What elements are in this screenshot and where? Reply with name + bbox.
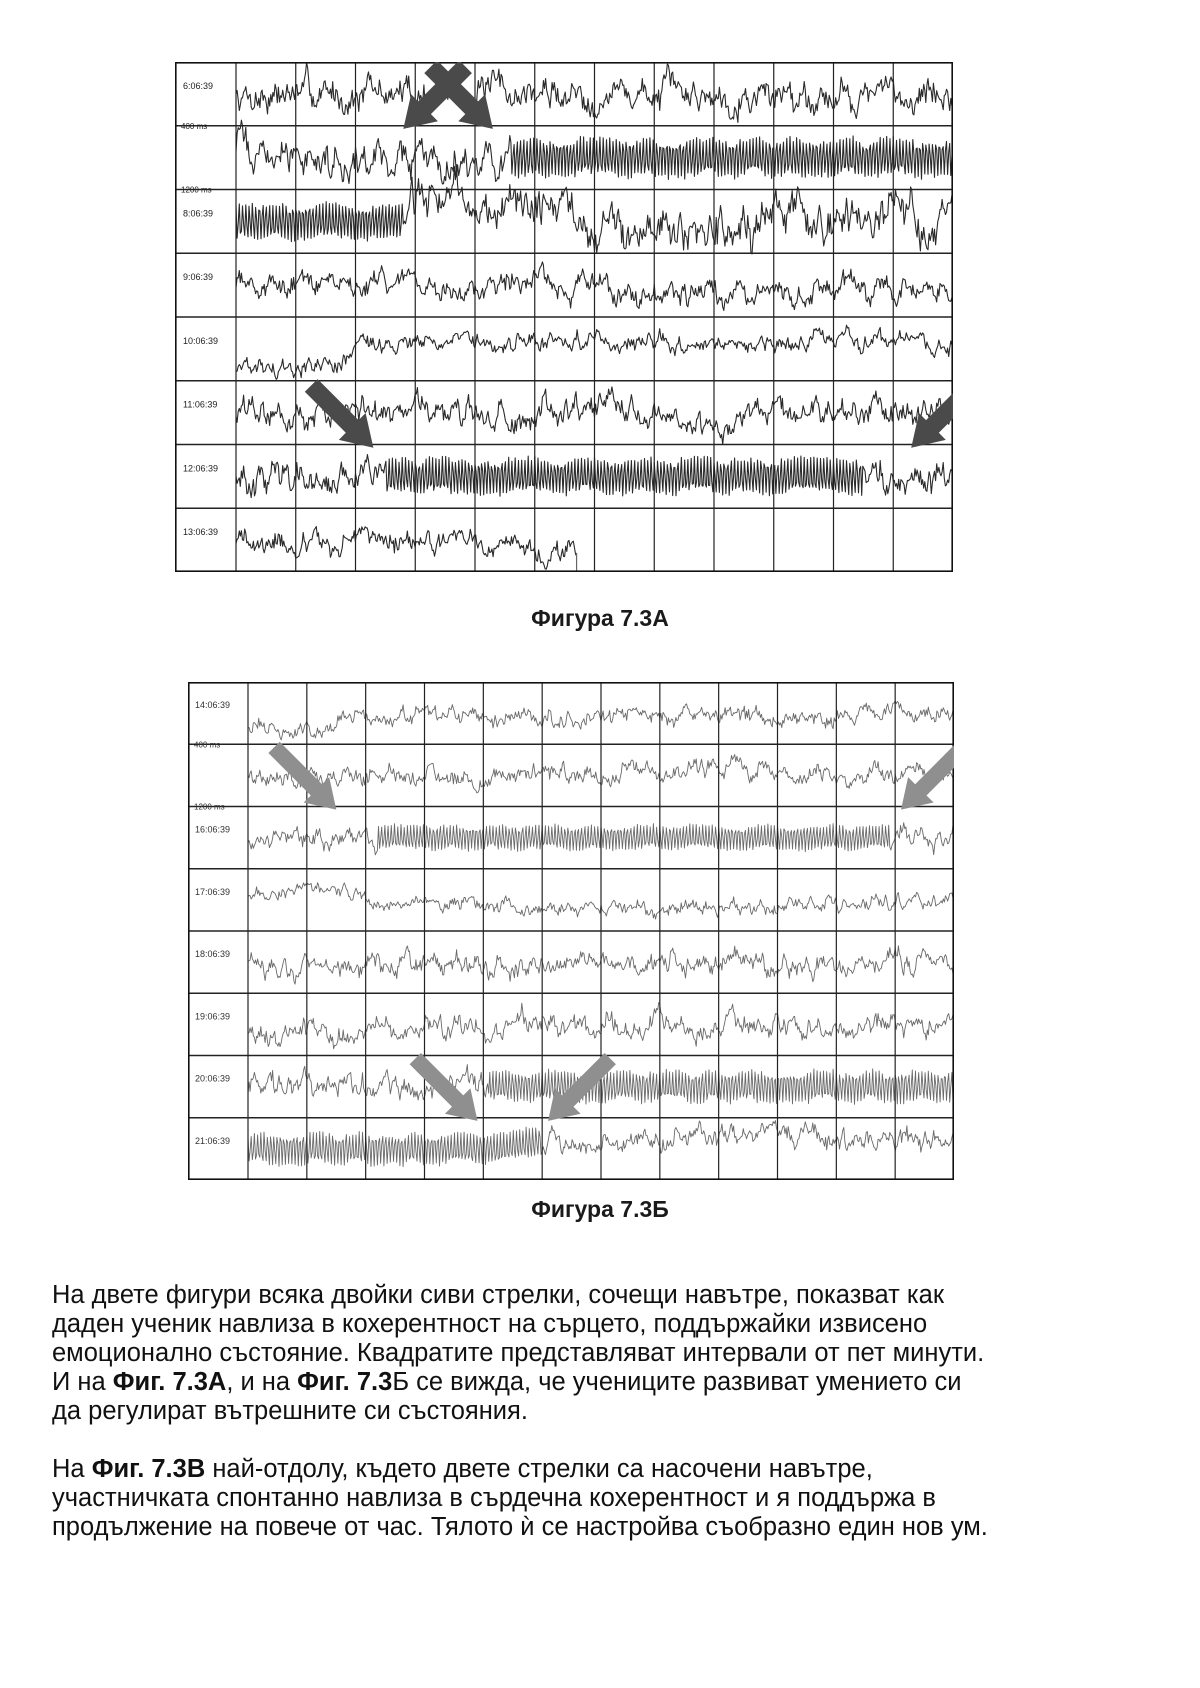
row-time-label: 12:06:39 [183, 463, 219, 474]
row-time-label: 16:06:39 [195, 824, 231, 835]
text-span: Б се вижда, че учениците развиват умението си [392, 1368, 962, 1396]
text-line: продължение на повече от час. Тялото ѝ се настройва съобразно един нов ум. [52, 1513, 988, 1541]
text-span: На [52, 1455, 92, 1483]
text-line: даден ученик навлиза в кохерентност на сърцето, поддържайки извисено [52, 1310, 928, 1338]
scale-label: 400 ms [194, 740, 221, 750]
figure-7-3a [175, 62, 953, 572]
body-text [52, 1281, 1172, 1542]
hrv-chart-a [175, 62, 953, 572]
text-span: най-отдолу, където двете стрелки са насочени навътре, [205, 1455, 873, 1483]
scale-label: 1200 ms [194, 802, 225, 812]
figure-ref-7-3v: Фиг. 7.3В [91, 1455, 206, 1483]
row-time-label: 19:06:39 [195, 1011, 231, 1022]
text-line: участничката спонтанно навлиза в сърдечна кохерентност и я поддържа в [52, 1484, 936, 1512]
paragraph-1 [52, 1281, 1172, 1426]
text-line: емоционално състояние. Квадратите представляват интервали от пет минути. [52, 1339, 985, 1367]
row-time-label: 18:06:39 [195, 949, 231, 960]
row-time-label: 9:06:39 [183, 272, 214, 283]
text-line: да регулират вътрешните си състояния. [52, 1397, 528, 1425]
text-line: На двете фигури всяка двойки сиви стрелки, сочещи навътре, показват как [52, 1281, 944, 1309]
figure-b-caption: Фигура 7.3Б [531, 1196, 669, 1222]
paragraph-2 [52, 1455, 1172, 1542]
figure-a-caption: Фигура 7.3А [531, 605, 669, 631]
figure-ref-7-3b: Фиг. 7.3 [297, 1368, 393, 1396]
row-time-label: 10:06:39 [183, 335, 219, 346]
row-time-label: 20:06:39 [195, 1073, 231, 1084]
scale-label: 400 ms [181, 121, 208, 131]
row-time-label: 17:06:39 [195, 886, 231, 897]
figure-ref-7-3a: Фиг. 7.3А [112, 1368, 227, 1396]
text-span: , и на [226, 1368, 298, 1396]
figure-7-3b [188, 682, 954, 1180]
scale-label: 1200 ms [181, 185, 212, 195]
text-span: И на [52, 1368, 113, 1396]
row-time-label: 11:06:39 [183, 399, 218, 410]
row-time-label: 6:06:39 [183, 80, 214, 91]
text-line [52, 1455, 1172, 1484]
hrv-chart-b [188, 682, 954, 1180]
text-line [52, 1368, 1172, 1397]
row-time-label: 13:06:39 [183, 527, 219, 538]
row-time-label: 21:06:39 [195, 1135, 231, 1146]
row-time-label: 14:06:39 [195, 700, 231, 711]
row-time-label: 8:06:39 [183, 208, 214, 219]
